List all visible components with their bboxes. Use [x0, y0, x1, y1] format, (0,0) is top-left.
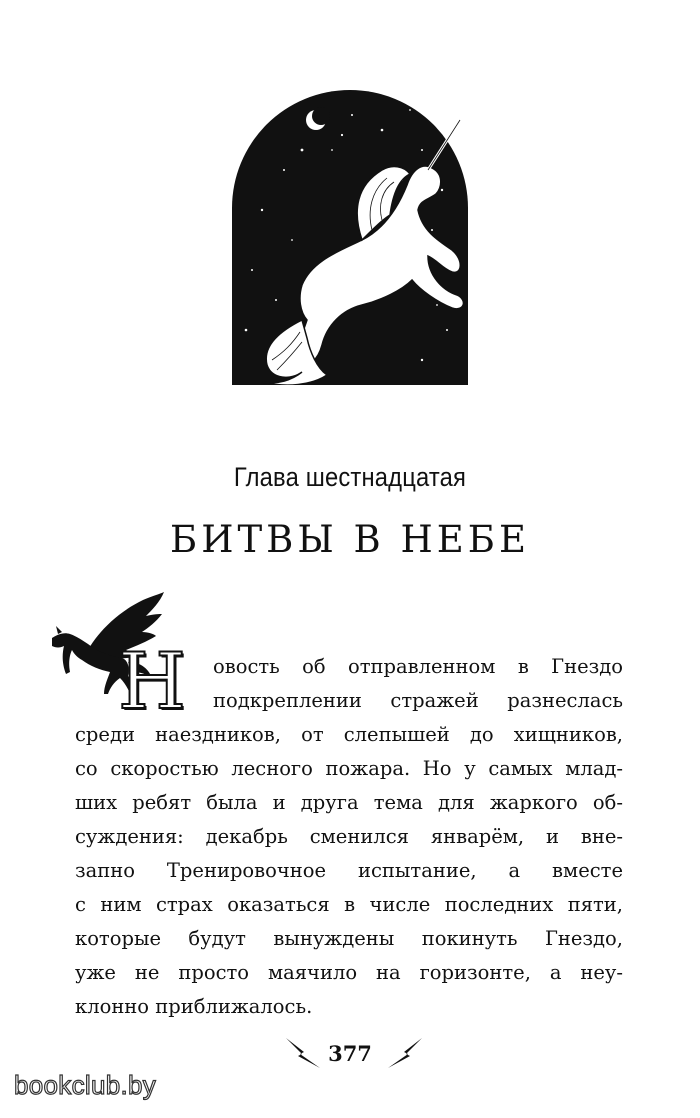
text-line-11: клонно приближалось.	[75, 995, 313, 1018]
text-line-9: которые будут вынуждены покинуть Гнездо,	[75, 927, 623, 950]
lightning-bolt-left-icon	[284, 1036, 324, 1070]
text-line-2: подкреплении стражей разнеслась	[213, 689, 623, 712]
chapter-title: БИТВЫ В НЕБЕ	[170, 518, 530, 561]
text-line-5: ших ребят была и друга тема для жаркого об-	[75, 791, 623, 814]
chapter-label: Глава шестнадцатая	[233, 462, 467, 492]
text-line-3: среди наездников, от слепышей до хищников,	[75, 723, 623, 746]
drop-cap: Н	[118, 637, 187, 727]
watermark: bookclub.by	[14, 1070, 157, 1100]
text-line-7: запно Тренировочное испытание, а вместе	[75, 859, 623, 882]
text-line-6: суждения: декабрь сменился январём, и вне-	[75, 825, 623, 848]
text-line-8: с ним страх оказаться в числе последних пяти,	[75, 893, 623, 916]
text-line-4: со скоростью лесного пожара. Но у самых млад-	[75, 757, 623, 780]
unicorn-illustration	[232, 90, 468, 385]
page-number: 377	[328, 1041, 372, 1066]
lightning-bolt-right-icon	[384, 1036, 424, 1070]
text-line-1: овость об отправленном в Гнездо	[213, 655, 623, 678]
text-line-10: уже не просто маячило на горизонте, а неу-	[75, 961, 623, 984]
